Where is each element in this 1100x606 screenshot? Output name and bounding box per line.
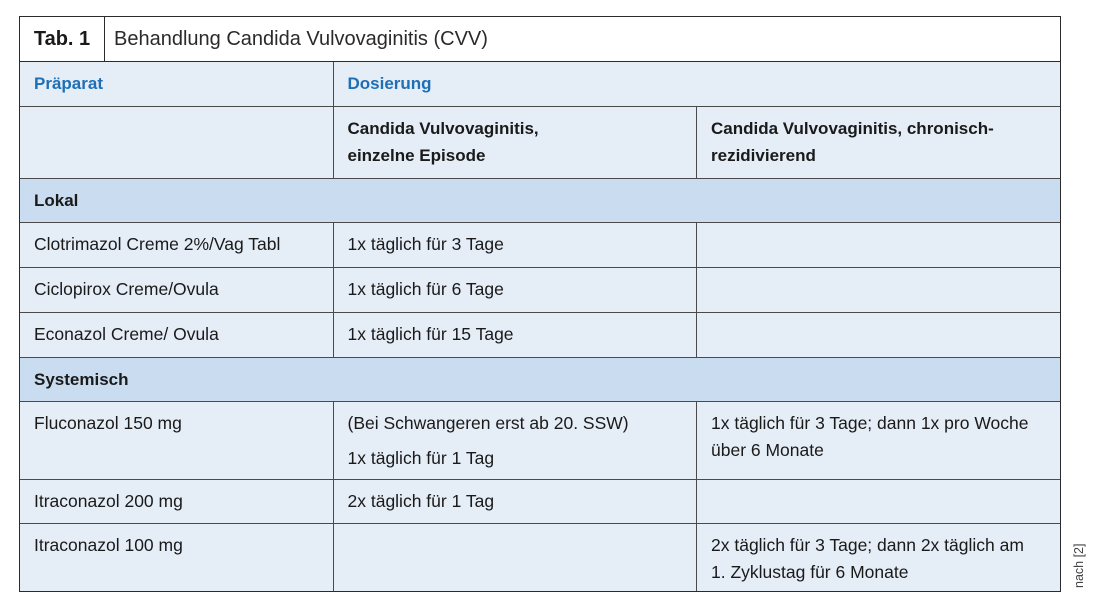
drug-name: Itraconazol 200 mg <box>20 479 333 523</box>
subheader-chronic-line2: rezidivierend <box>711 146 816 165</box>
section-title-systemisch: Systemisch <box>20 357 1060 401</box>
header-praeparat: Präparat <box>20 62 333 106</box>
table-row <box>20 401 1060 479</box>
header-row <box>20 62 1060 106</box>
dose-single: 1x täglich für 15 Tage <box>333 312 697 357</box>
dose-single <box>333 523 697 592</box>
dose-chronic <box>697 267 1061 312</box>
table-row <box>20 267 1060 312</box>
dose-single-value: 1x täglich für 1 Tag <box>347 447 495 468</box>
dose-chronic <box>697 479 1061 523</box>
section-row-lokal <box>20 178 1060 222</box>
table-row <box>20 479 1060 523</box>
subheader-single-line1: Candida Vulvovaginitis, <box>347 119 539 138</box>
dose-chronic-line1: 1x täglich für 3 Tage; dann 1x pro Woche <box>711 412 1029 433</box>
dose-chronic <box>697 222 1061 267</box>
section-title-lokal: Lokal <box>20 178 1060 222</box>
drug-name: Fluconazol 150 mg <box>20 401 333 479</box>
table-number: Tab. 1 <box>20 17 105 61</box>
dose-single: 1x täglich für 6 Tage <box>333 267 697 312</box>
table-row <box>20 523 1060 592</box>
header-dosierung: Dosierung <box>333 62 1060 106</box>
dose-chronic-line2: über 6 Monate <box>711 439 824 460</box>
dose-single <box>333 401 697 479</box>
subheader-single-line2: einzelne Episode <box>347 146 486 165</box>
dose-single: 1x täglich für 3 Tage <box>333 222 697 267</box>
subheader-empty <box>20 106 333 178</box>
dose-single: 2x täglich für 1 Tag <box>333 479 697 523</box>
subheader-chronic <box>697 106 1061 178</box>
dose-chronic-line2: 1. Zyklustag für 6 Monate <box>711 561 909 582</box>
dose-chronic <box>697 312 1061 357</box>
dose-single-note: (Bei Schwangeren erst ab 20. SSW) <box>347 412 629 433</box>
dose-chronic-line1: 2x täglich für 3 Tage; dann 2x täglich am <box>711 534 1024 555</box>
drug-name: Ciclopirox Creme/Ovula <box>20 267 333 312</box>
dose-chronic <box>697 523 1061 592</box>
section-row-systemisch <box>20 357 1060 401</box>
dose-chronic <box>697 401 1061 479</box>
source-note: nach [2] <box>1072 543 1086 588</box>
table-frame <box>19 16 1061 592</box>
treatment-table <box>20 62 1060 592</box>
subheader-row <box>20 106 1060 178</box>
drug-name: Econazol Creme/ Ovula <box>20 312 333 357</box>
table-row <box>20 312 1060 357</box>
subheader-chronic-line1: Candida Vulvovaginitis, chronisch- <box>711 119 994 138</box>
table-row <box>20 222 1060 267</box>
drug-name: Clotrimazol Creme 2%/Vag Tabl <box>20 222 333 267</box>
table-title: Behandlung Candida Vulvovaginitis (CVV) <box>114 27 488 50</box>
drug-name: Itraconazol 100 mg <box>20 523 333 592</box>
subheader-single-episode <box>333 106 697 178</box>
table-title-bar <box>20 17 1060 62</box>
